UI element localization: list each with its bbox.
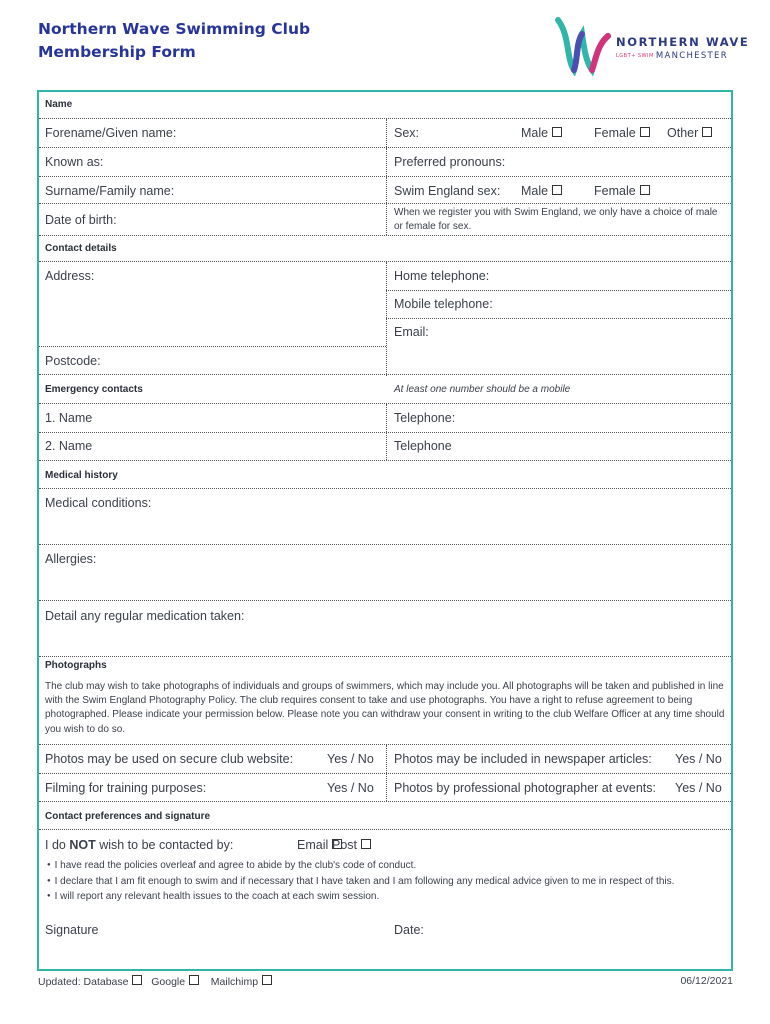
- checkbox[interactable]: [552, 185, 562, 195]
- forename-row: [39, 119, 731, 148]
- option-label: Other: [667, 126, 699, 140]
- signature-label: Signature: [45, 923, 99, 937]
- pref-not: NOT: [69, 838, 96, 852]
- logo-sub: LGBT+ SWIM: [616, 52, 654, 59]
- section-name-header: [39, 92, 731, 119]
- wave-logo-icon: [552, 14, 612, 76]
- professional-yes-no[interactable]: Yes / No: [675, 781, 722, 795]
- title-line-1: Northern Wave Swimming Club: [38, 20, 311, 38]
- sex-other-option[interactable]: [667, 126, 712, 140]
- footer-date: 06/12/2021: [680, 975, 733, 987]
- photographs-text: The club may wish to take photographs of individuals and groups of swimmers, which may include you. All photographs will be taken and published in line with the Swim England Photography Policy. The club requires consent to take and use photographs. You have a right to refuse agreement to being photographed. Please indicate your permission below. Please note you can withdraw your consent in writing to the club Welfare Officer at any time should you wish to do so.: [45, 681, 725, 735]
- date-label: Date:: [394, 923, 424, 937]
- newspaper-consent-label: Photos may be included in newspaper articles:: [394, 752, 652, 766]
- surname-label: Surname/Family name:: [45, 184, 175, 198]
- pref-post-option[interactable]: [332, 838, 371, 852]
- sex-male-option[interactable]: [521, 126, 562, 140]
- section-contact-header: [39, 236, 731, 262]
- checkbox[interactable]: [361, 839, 371, 849]
- allergies-label: Allergies:: [45, 552, 97, 566]
- logo-name: NORTHERN WAVE: [616, 35, 750, 49]
- postcode-row: [39, 347, 731, 375]
- mobile-telephone-label: Mobile telephone:: [394, 297, 493, 311]
- known-as-row: [39, 148, 731, 177]
- google-checkbox[interactable]: [189, 975, 199, 985]
- option-label: Female: [594, 184, 636, 198]
- option-label: Male: [521, 184, 549, 198]
- emergency-note: At least one number should be a mobile: [394, 384, 571, 395]
- dob-label: Date of birth:: [45, 213, 117, 227]
- section-title: Name: [45, 99, 73, 110]
- swim-england-note: When we register you with Swim England, we only have a choice of male or female for sex.: [394, 207, 718, 232]
- declaration-item: ● I have read the policies overleaf and agree to abide by the club's code of conduct.: [57, 858, 729, 874]
- training-consent-label: Filming for training purposes:: [45, 781, 207, 795]
- pref-text: I do: [45, 838, 70, 852]
- medical-conditions-row: [39, 489, 731, 545]
- medication-label: Detail any regular medication taken:: [45, 609, 245, 623]
- club-logo: [552, 14, 750, 76]
- professional-consent-label: Photos by professional photographer at events:: [394, 781, 656, 795]
- newspaper-yes-no[interactable]: Yes / No: [675, 752, 722, 766]
- declaration-item: ● I will report any relevant health issues to the coach at each swim session.: [57, 889, 729, 905]
- medical-conditions-label: Medical conditions:: [45, 496, 152, 510]
- photo-consent-row-1: [39, 745, 731, 774]
- postcode-label: Postcode:: [45, 354, 101, 368]
- medication-row: [39, 601, 731, 657]
- option-label: Male: [521, 126, 549, 140]
- surname-row: [39, 177, 731, 204]
- checkbox[interactable]: [702, 127, 712, 137]
- updated-database-label: Updated: Database: [38, 976, 129, 988]
- google-label: Google: [151, 976, 186, 988]
- preferences-block: [39, 830, 731, 971]
- emergency-telephone-1-label: Telephone:: [394, 411, 456, 425]
- website-yes-no[interactable]: Yes / No: [327, 752, 374, 766]
- forename-label: Forename/Given name:: [45, 126, 177, 140]
- pref-text: wish to be contacted by:: [95, 838, 234, 852]
- mailchimp-checkbox[interactable]: [262, 975, 272, 985]
- section-title: Emergency contacts: [45, 384, 143, 395]
- email-label: Email:: [394, 325, 429, 339]
- allergies-row: [39, 545, 731, 601]
- membership-form: [37, 90, 733, 971]
- dob-row: [39, 204, 731, 236]
- section-title: Contact preferences and signature: [45, 811, 211, 822]
- section-title: Photographs: [45, 660, 107, 671]
- section-title: Medical history: [45, 470, 118, 481]
- database-checkbox[interactable]: [132, 975, 142, 985]
- option-label: Email: [297, 838, 329, 852]
- section-preferences-header: [39, 802, 731, 830]
- swim-sex-label: Swim England sex:: [394, 184, 501, 198]
- declaration-item: ● I declare that I am fit enough to swim and if necessary that I have taken and I am following any medical advice given to me in respect of this.: [57, 874, 729, 890]
- section-emergency-header: [39, 375, 731, 404]
- checkbox[interactable]: [640, 185, 650, 195]
- form-title: [38, 18, 310, 64]
- home-telephone-label: Home telephone:: [394, 269, 490, 283]
- section-title: Contact details: [45, 243, 117, 254]
- title-line-2: Membership Form: [38, 43, 196, 61]
- training-yes-no[interactable]: Yes / No: [327, 781, 374, 795]
- declarations-list: [45, 858, 729, 905]
- sex-label: Sex:: [394, 126, 420, 140]
- swim-male-option[interactable]: [521, 184, 562, 198]
- known-as-label: Known as:: [45, 155, 104, 169]
- checkbox[interactable]: [640, 127, 650, 137]
- emergency-name-1-label: 1. Name: [45, 411, 93, 425]
- checkbox[interactable]: [552, 127, 562, 137]
- logo-city-line: [616, 51, 728, 61]
- emergency-telephone-2-label: Telephone: [394, 439, 452, 453]
- contact-preference-label: [45, 838, 233, 852]
- emergency-2-row: [39, 433, 731, 461]
- mailchimp-label: Mailchimp: [210, 976, 259, 988]
- logo-city: MANCHESTER: [655, 51, 728, 61]
- contact-block: [39, 262, 731, 347]
- emergency-1-row: [39, 404, 731, 433]
- photo-consent-row-2: [39, 774, 731, 802]
- option-label: Female: [594, 126, 636, 140]
- sex-female-option[interactable]: [594, 126, 650, 140]
- address-label: Address:: [45, 269, 95, 283]
- option-label: Post: [332, 838, 358, 852]
- photographs-block: [39, 657, 731, 745]
- emergency-name-2-label: 2. Name: [45, 439, 93, 453]
- website-consent-label: Photos may be used on secure club website:: [45, 752, 294, 766]
- swim-female-option[interactable]: [594, 184, 650, 198]
- footer-updated: [38, 975, 272, 988]
- section-medical-header: [39, 461, 731, 489]
- pronouns-label: Preferred pronouns:: [394, 155, 506, 169]
